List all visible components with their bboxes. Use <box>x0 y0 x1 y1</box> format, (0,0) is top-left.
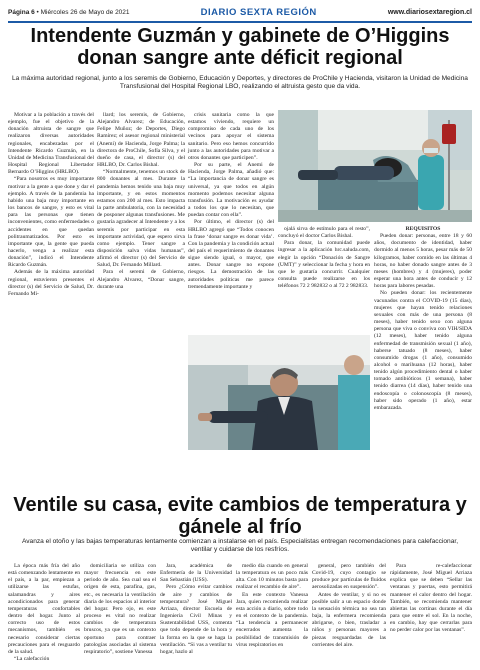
article1-column-4 <box>278 226 370 290</box>
article2-column-2 <box>84 563 156 656</box>
paragraph: medio día cuando en general la temperatura es un poco más alta. Con 10 minutos basta para realizar el recambio de aire”. <box>236 563 308 591</box>
article1-subhead: La máxima autoridad regional, junto a los seremis de Gobierno, Educación y Deportes, y directores de ProChile y Hacienda, visitaron la Unidad de Medicina Transfusional del Hospital Regional LBO, realizando el altruista gesto que da vida. <box>12 75 468 91</box>
photo-donation-room <box>278 110 472 222</box>
paragraph: Motivar a la población a través del ejemplo, fue el objetivo de la donación altruista de sangre que realizaron diversas autoridades regionales, encabezadas por el Intendente Ricardo Guzmán, en la Unidad de Medicina Transfusional del Hospital Regional Libertador Bernardo O’Higgins (HRLBO). <box>8 112 94 176</box>
paragraph: Pueden donar: personas, entre 18 y 60 años, documento de identidad, haber dormido al menos 5 horas, pesar más de 50 kilogramos, haber comido en las últimas 4 horas, no haber donado sangre antes de 3 meses (hombres) y 4 (mujeres), poder esperar una hora antes de conducir y 12 horas para labores pesadas. <box>374 233 472 290</box>
article1-headline: Intendente Guzmán y gabinete de O’Higgins donan sangre ante déficit regional <box>30 25 450 69</box>
paragraph: “Para nosotros es muy importante motivar a la gente a que done y dar el ejemplo. A través de la pandemia ha habido una baja muy importante en los bancos de sangre, y esto es vital para las personas que tienen inconvenientes, como enfermedades o accidentes en que quedan politraumatizados. Por esto es importante que, la gente que pueda hacerlo, venga a realizar esta donación”, indicó el Intendente Ricardo Guzmán. <box>8 176 94 269</box>
article1-column-2 <box>97 112 185 291</box>
article2-subhead: Avanza el otoño y las bajas temperaturas lentamente comienzan a instalarse en el país. Especialistas entregan recomendaciones para calefaccionar, ventilar y cuidarse de los resfríos. <box>21 538 459 554</box>
paragraph: llard; los seremis, de Gobierno, Alejandro Alvarez; de Educación, Felipe Muñoz; de Deportes, Diego Ramírez; el asesor regional ministerial (Anemi) de Hacienda, Jorge Palma; la directora de ProChile, Sofía Silva, y el dueño de casa, el director (s) del HRLBO, Dr. Carlos Bishal. <box>97 112 185 169</box>
paragraph: La época más fría del año está comenzando lentamente en el país, a la par, empiezan a utilizarse las estufas, salamandras y aires acondicionados para generar temperaturas confortables dentro del hogar. Junto al correcto uso de estos mecanismos, también es necesario considerar ciertas precauciones para el resguardo de la salud. <box>8 563 80 655</box>
paragraph: ojalá sirva de estímulo para el resto”, concluyó el doctor Carlos Bishal. <box>278 226 370 240</box>
paragraph: domiciliaria se utiliza con mayor frecuencia en este periodo de año. Sea cual sea el origen de esta, parafina, gas, etc., es necesaria la ventilación diaria de los espacios al interior del hogar. Pero ojo, es este proceso es vital no realizar cambios de temperatura bruscos, ya que es un contexto oportuno para contraer patologías asociadas al sistema respiratorio”, sostiene Vanessa <box>84 563 156 655</box>
separator-dot: • <box>36 8 41 16</box>
paragraph: “Normalmente, tenemos un stock de 800 donantes al mes. Durante la pandemia hemos tenido una baja muy importante, y en estos momentos estamos con 200 al mes. Esto impacta la parte ambulatoria, con la necesidad de posponer algunas transfusiones. Me gustaría agradecer al Intendente y a los seremis por participar en esta importante actividad, que espero sirva como ejemplo. Tener sangre a disposición salva vidas humanas”, afirmó el director (s) del Servicio de Salud, Dr. Fernando Millard. <box>97 169 185 269</box>
paragraph: Por último, el director (s) del HRLBO agregó que “Todos conocen la frase ‘donar sangre es donar vida’. Con la pandemia y la condición actual del país el requerimiento de donantes sigue siendo igual, o mayor, que antes. Donar sangre no expone riesgos. La demostración de las autoridades políticas me parece tremendamente importante y <box>188 219 274 290</box>
article1-column-3 <box>188 112 274 291</box>
paragraph: En este contexto Vanessa Jara, quien recomienda realizar esta acción a diario, sobre todo en el contexto de la pandemia. “La tendencia a permanecer encerrados aumenta la posibilidad de transmisión de virus respiratorios en <box>236 591 308 648</box>
page-info <box>8 9 130 16</box>
paragraph: Pero ¿Cómo evitar cambios de aire y cambios de temperatura? José Miguel Arriaza, director Escuela de Ingeniería Civil Minas y Sustentabilidad USS, comenta que todo depende de la hora y la forma en la que se haga la ventilación. “Si vas a ventilar tu hogar, hazlo al <box>160 584 232 655</box>
photo-official-donating <box>188 335 370 450</box>
article2-column-1 <box>8 563 80 663</box>
article2-column-3 <box>160 563 232 656</box>
paragraph: crisis sanitaria como la que estamos viviendo, requiere un compromiso de cada uno de los vecinos para apoyar el sistema sanitario. Pero eso hemos concurrido junto a las autoridades para motivar a otros donantes que participen”. <box>188 112 274 161</box>
header-rule <box>8 21 472 23</box>
article2-column-5 <box>312 563 386 649</box>
paragraph: Jara, académica de Enfermería de la Universidad San Sebastián (USS). <box>160 563 232 584</box>
website-url: www.diariosextaregion.cl <box>387 8 472 16</box>
paragraph: Antes de ventilar, y si no es posible salir a un espacio donde la sensación térmica no sea tan baja, la enfermera recomienda abrigarse, o bien, trasladar a niños y personas mayores a piezas resguardadas de las corrientes del aire. <box>312 591 386 648</box>
paragraph: general, pero también del Covid-19, cuyo contagio se produce por partículas de fluidos aerosolizadas en suspensión”. <box>312 563 386 591</box>
article2-column-6 <box>390 563 472 635</box>
article2-headline: Ventile su casa, evite cambios de temperatura y gánele al frío <box>13 494 467 538</box>
article1-column-1 <box>8 112 94 298</box>
paragraph: Por su parte, el Anemi de Hacienda, Jorge Palma, añadió que: “La importancia de donar sangre es universal, ya que todos en algún momento podemos necesitar alguna transfusión. La motivación es ayudar a todos los que lo necesitan, que puedan contar con ella”. <box>188 162 274 219</box>
paragraph: “La calefacción <box>14 656 50 663</box>
page-header <box>8 4 472 20</box>
newspaper-brand: DIARIO SEXTA REGIÓN <box>200 6 317 18</box>
requisitos-title: REQUISITOS <box>405 226 441 232</box>
article2-column-4 <box>236 563 308 649</box>
paragraph: Para el seremi de Gobierno, Alejandro Alvarez, “Donar sangre, durante una <box>97 269 185 290</box>
photo-official-donating-image <box>188 335 370 450</box>
issue-date: Miércoles 26 de Mayo de 2021 <box>40 8 130 16</box>
paragraph: Además de la máxima autoridad regional, estuvieron presentes el director (s) del Servicio de Salud, Dr. Fernando Mi- <box>8 269 94 297</box>
paragraph: Para donar, la comunidad puede ingresar a la aplicación hrc.saluda.com, elegir la opción “Donación de Sangre (UMT)” y seleccionar la fecha y hora en que le gustaría concurrir. Cualquier consulta puede realizarse en los teléfonos 72 2 982832 o al 72 2 982833. <box>278 240 370 290</box>
paragraph: Para re-calefaccionar rápidamente, José Miguel Arriaza explica que se deben “Sellar las ventanas y puertas, esto permitirá mantener el calor dentro del hogar. También, se recomienda mantener abiertas las cortinas durante el día para que entre el sol. En la noche, en cambio, hay que cerrarlas para no perder calor por las ventanas”. <box>390 563 472 634</box>
paragraph: No pueden donar: los recientemente vacunados contra el COVID-19 (15 días), mujeres que hayan tenido relaciones sexuales con más de una persona (8 meses), haber tenido sexo con alguna persona que viva o conviva con VIH/SIDA (12 meses), haber tenido alguna enfermedad de transmisión sexual (1 año), haberse tatuado (8 meses), haber consumido drogas (1 año), consumido alcohol o marihuana (12 horas), haber tenido algún procedimiento dental o haber tomado antibióticos (1 semana), haber tenido diarrea (14 días), haber tenido una endoscopía o colonoscopía (8 meses), haber sido operado (1 año), estar embarazada. <box>374 290 472 411</box>
requisitos-box <box>374 226 472 412</box>
photo-donation-room-image <box>278 110 472 222</box>
page-number: Página 6 <box>8 8 35 16</box>
